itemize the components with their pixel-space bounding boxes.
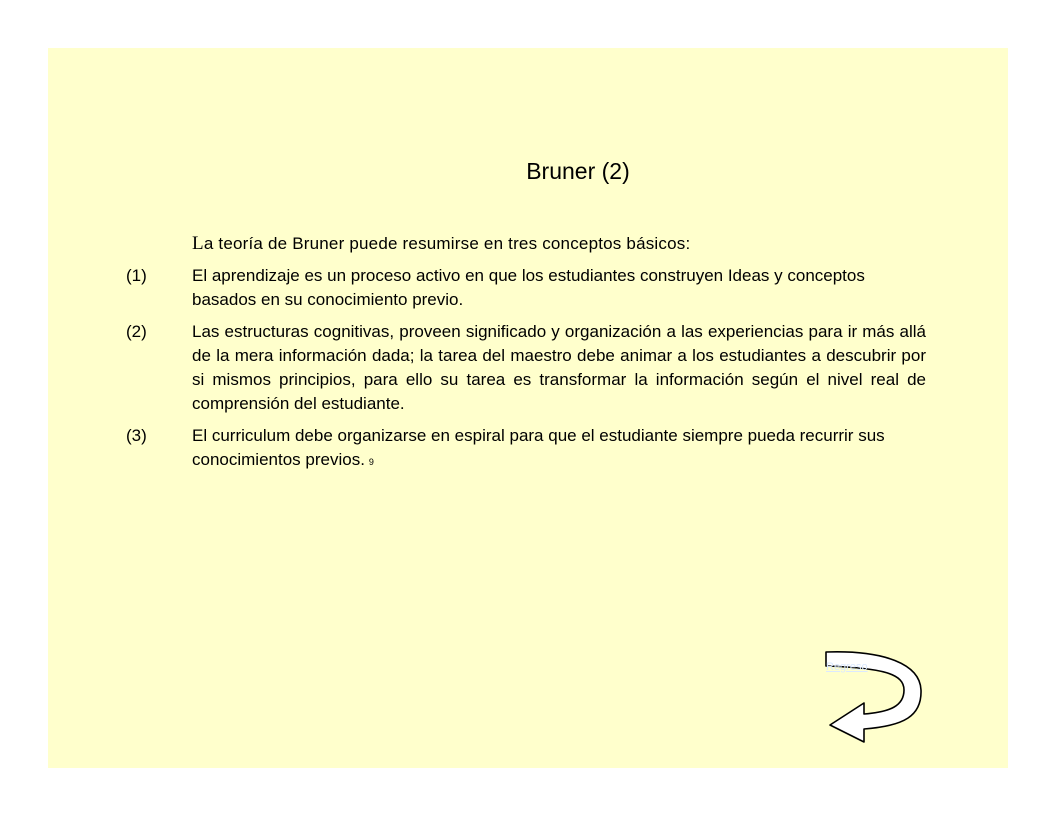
list-item [126, 424, 926, 474]
slide-title: Bruner (2) [526, 158, 630, 184]
intro-text [192, 233, 690, 255]
intro-initial: L [192, 233, 204, 254]
item-number: (1) [126, 266, 147, 285]
item-text: Las estructuras cognitivas, proveen significado y organización a las experiencias para ir más allá de la mera información dada; la tarea del maestro debe animar a los estudiantes a descubrir por si mismos principios, para ello su tarea es transformar la información según el nivel real de comprensión del estudiante. [192, 322, 926, 413]
slide [48, 48, 1008, 768]
footnote-marker: 9 [368, 457, 374, 467]
item-text: El aprendizaje es un proceso activo en que los estudiantes construyen Ideas y conceptos basados en su conocimiento previo. [192, 266, 865, 309]
intro-rest: a teoría de Bruner puede resumirse en tres conceptos básicos: [203, 234, 691, 253]
list-item [126, 320, 926, 416]
list-item [126, 264, 926, 312]
item-number: (2) [126, 322, 147, 341]
item-text: El curriculum debe organizarse en espiral para que el estudiante siempre pueda recurrir sus conocimientos previos. [192, 426, 885, 469]
item-text-wrapper [192, 424, 926, 474]
concept-list [126, 264, 926, 482]
back-link[interactable]: Regreso [826, 661, 868, 673]
back-button[interactable] [824, 646, 928, 754]
item-number: (3) [126, 426, 147, 445]
